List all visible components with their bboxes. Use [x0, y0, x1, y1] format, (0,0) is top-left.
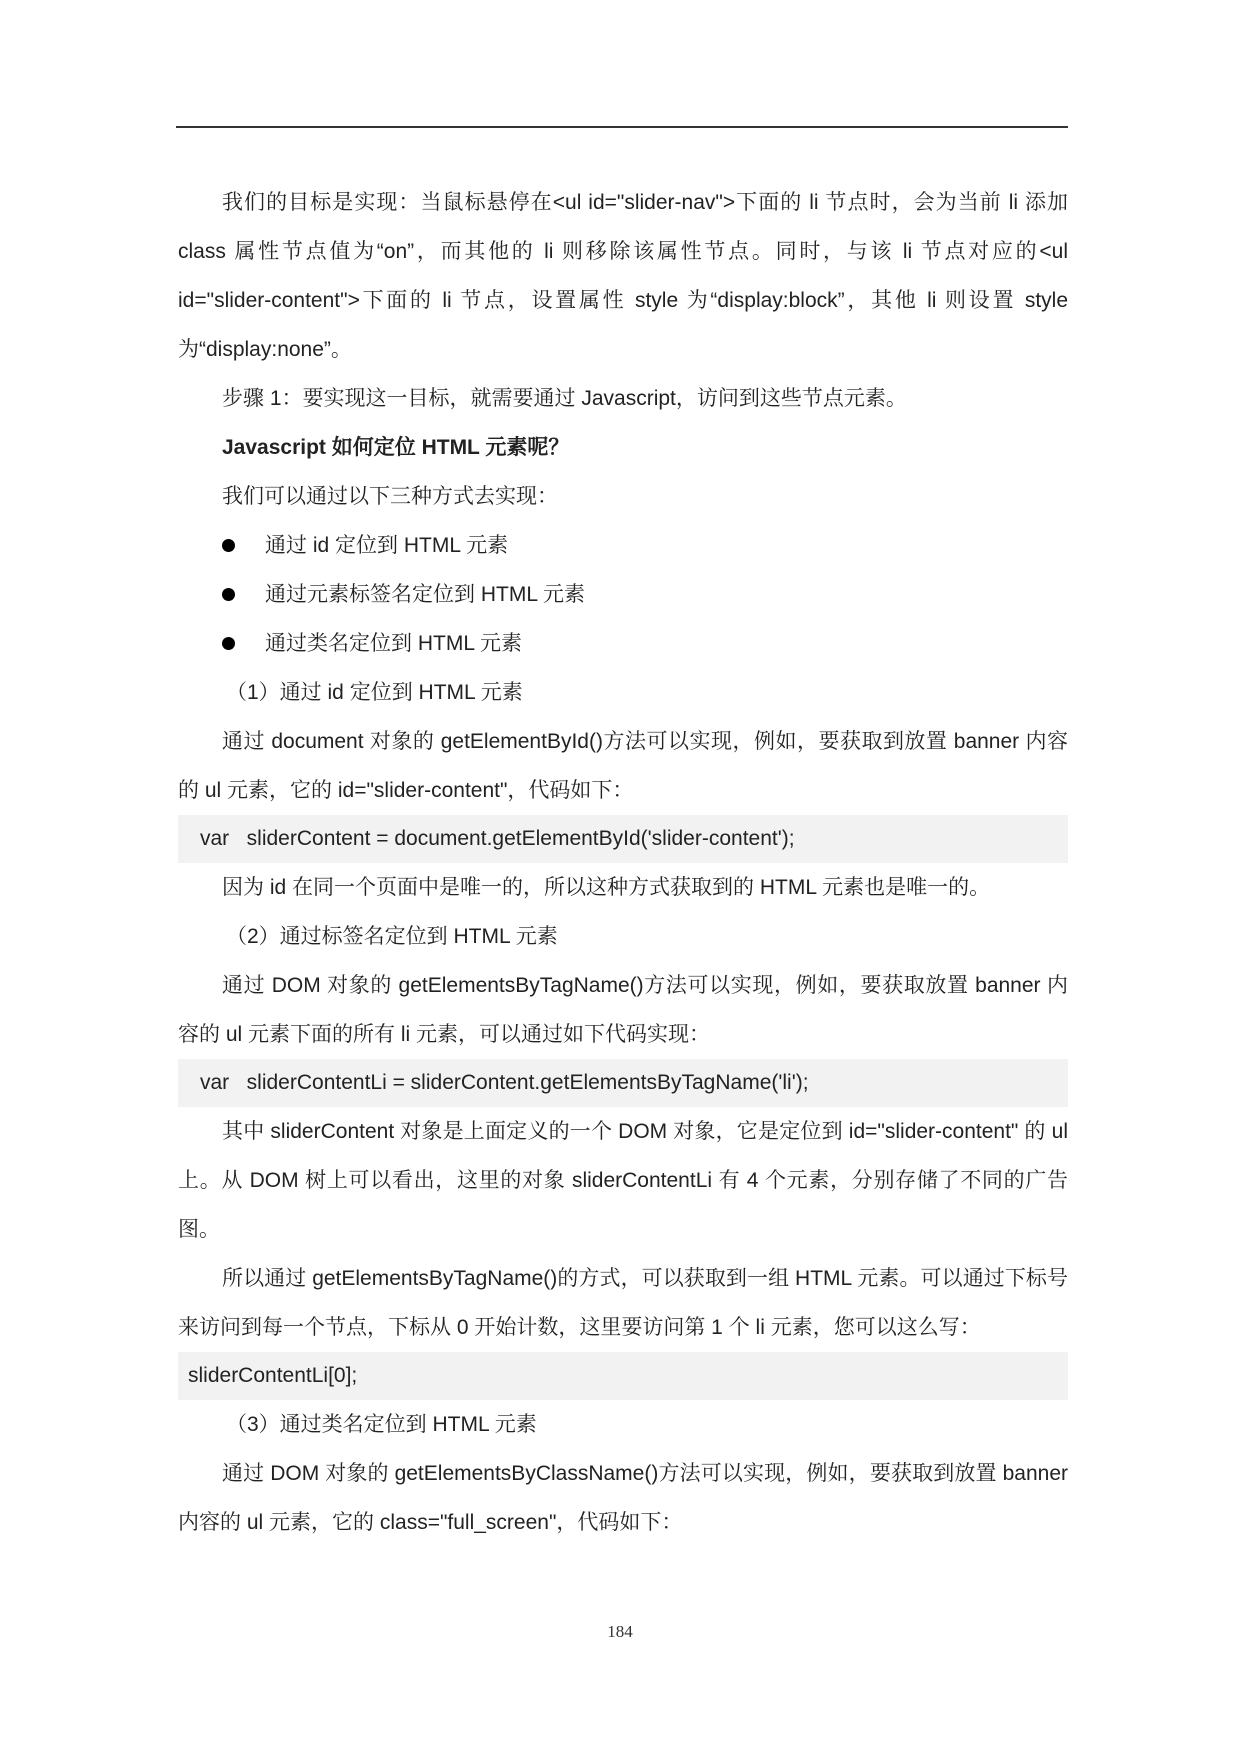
- paragraph-step-1: 步骤 1：要实现这一目标，就需要通过 Javascript，访问到这些节点元素。: [222, 387, 907, 410]
- paragraph-get-by-id: 通过 document 对象的 getElementById()方法可以实现，例如，要获取到放置 banner 内容的 ul 元素，它的 id="slider-content"，代码如下：: [178, 730, 1068, 802]
- bullet-text: 通过元素标签名定位到 HTML 元素: [265, 583, 586, 606]
- header-rule: [176, 126, 1068, 128]
- code-block-get-by-tag: var sliderContentLi = sliderContent.getElementsByTagName('li');: [178, 1059, 1068, 1107]
- bullet-item: [178, 570, 1068, 619]
- bullet-dot-icon: [222, 588, 235, 601]
- code-block-get-by-id: var sliderContent = document.getElementById('slider-content');: [178, 815, 1068, 863]
- bullet-text: 通过类名定位到 HTML 元素: [265, 632, 523, 655]
- code-block-index: sliderContentLi[0];: [178, 1352, 1068, 1400]
- page-number: 184: [607, 1622, 633, 1641]
- bullet-dot-icon: [222, 637, 235, 650]
- subheading-by-tag: （2）通过标签名定位到 HTML 元素: [226, 925, 558, 948]
- paragraph-goal: 我们的目标是实现：当鼠标悬停在<ul id="slider-nav">下面的 li 节点时，会为当前 li 添加 class 属性节点值为“on”，而其他的 li 则移除该属性节点。同时，与该 li 节点对应的<ul id="slider-content">下面的 li 节点，设置属性 style 为“display:block”，其他 li 则设置 style 为“display:none”。: [178, 191, 1068, 361]
- paragraph-get-by-tag: 通过 DOM 对象的 getElementsByTagName()方法可以实现，例如，要获取放置 banner 内容的 ul 元素下面的所有 li 元素，可以通过如下代码实现：: [178, 974, 1068, 1046]
- bullet-dot-icon: [222, 539, 235, 552]
- section-heading: Javascript 如何定位 HTML 元素呢？: [222, 436, 570, 459]
- bullet-item: [178, 521, 1068, 570]
- paragraph-slider-content-li: 其中 sliderContent 对象是上面定义的一个 DOM 对象，它是定位到 id="slider-content" 的 ul 上。从 DOM 树上可以看出，这里的对象 sliderContentLi 有 4 个元素，分别存储了不同的广告图。: [178, 1120, 1068, 1241]
- subheading-by-class: （3）通过类名定位到 HTML 元素: [226, 1413, 537, 1436]
- bullet-text: 通过 id 定位到 HTML 元素: [265, 534, 509, 557]
- bullet-item: [178, 619, 1068, 668]
- document-body: [178, 178, 1068, 1547]
- subheading-by-id: （1）通过 id 定位到 HTML 元素: [226, 681, 523, 704]
- paragraph-id-unique: 因为 id 在同一个页面中是唯一的，所以这种方式获取到的 HTML 元素也是唯一的。: [222, 876, 991, 899]
- paragraph-methods-intro: 我们可以通过以下三种方式去实现：: [222, 485, 558, 508]
- paragraph-index-access: 所以通过 getElementsByTagName()的方式，可以获取到一组 HTML 元素。可以通过下标号来访问到每一个节点，下标从 0 开始计数，这里要访问第 1 个 li 元素，您可以这么写：: [178, 1267, 1068, 1339]
- paragraph-get-by-class: 通过 DOM 对象的 getElementsByClassName()方法可以实现，例如，要获取到放置 banner 内容的 ul 元素，它的 class="full_screen"，代码如下：: [178, 1462, 1068, 1534]
